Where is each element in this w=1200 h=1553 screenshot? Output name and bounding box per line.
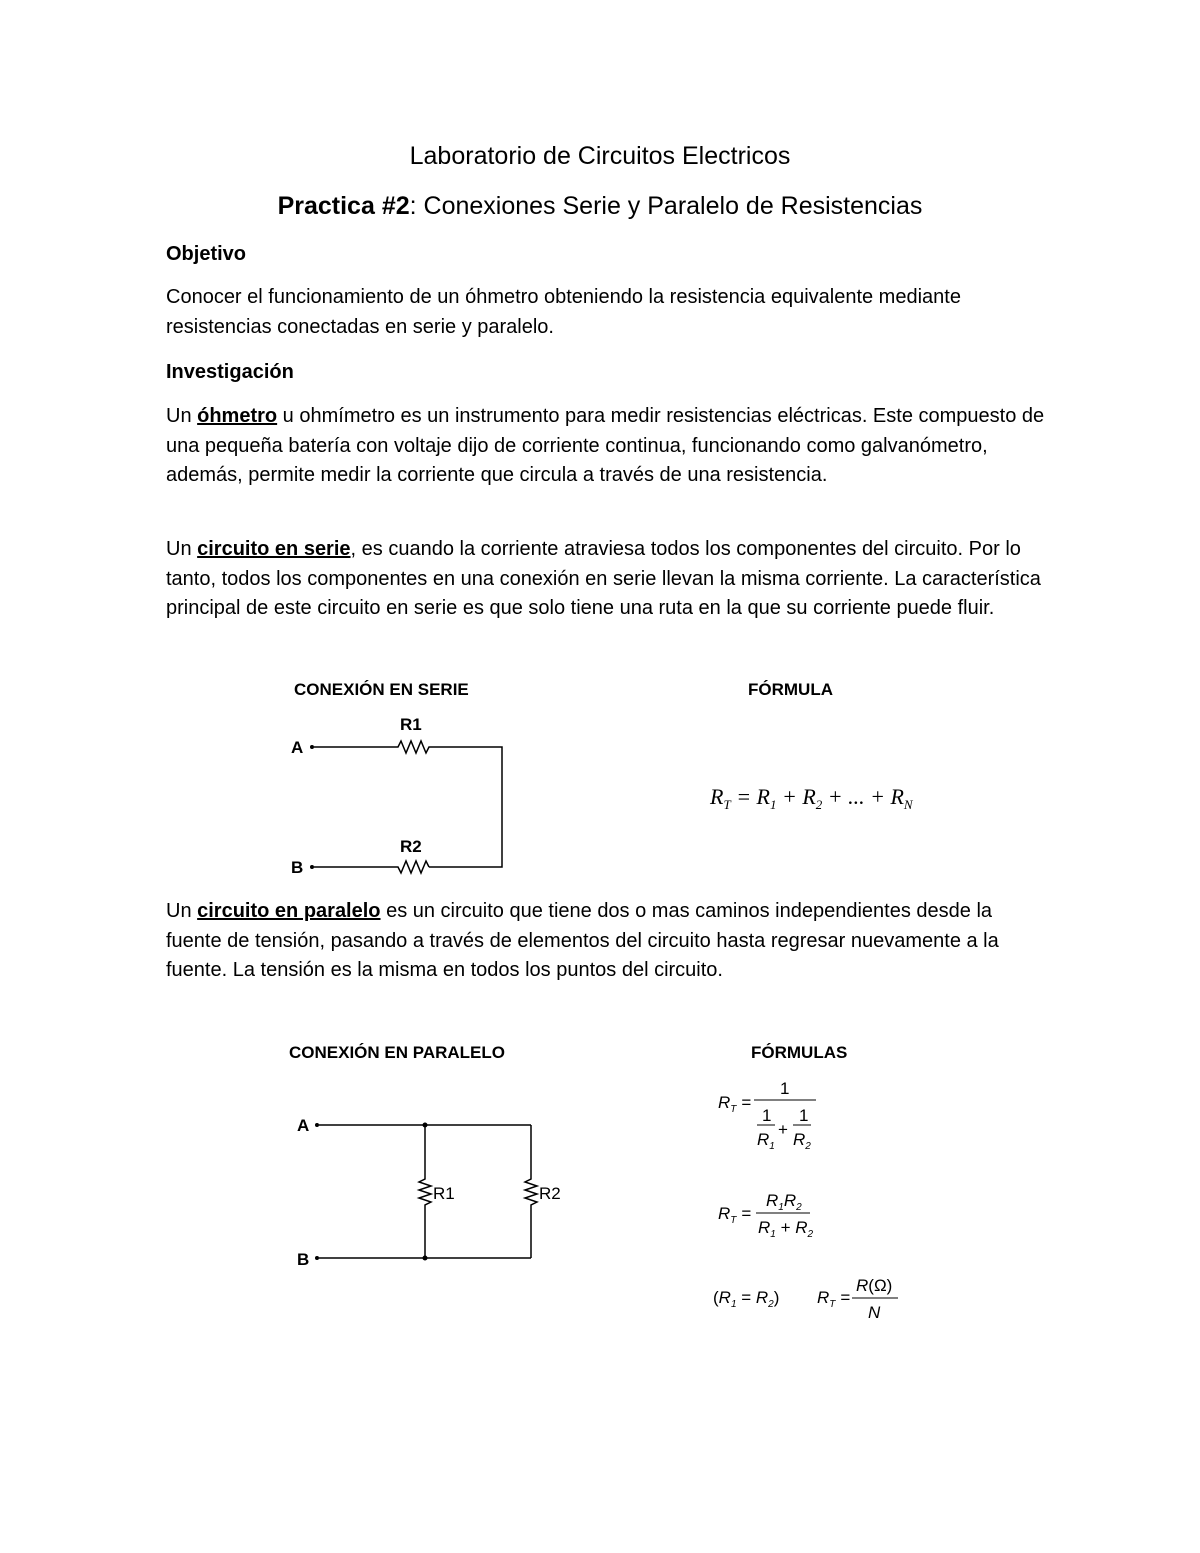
- parallel-r1-branch: [419, 1125, 431, 1258]
- series-diagram-title: CONEXIÓN EN SERIE: [294, 680, 469, 699]
- series-wire-bottom: [314, 861, 429, 873]
- series-r1-label: R1: [400, 715, 422, 734]
- ohmetro-definition: u ohmímetro es un instrumento para medir resistencias eléctricas. Este compuesto de una pequeña batería con voltaje dijo de corriente continua, funcionando como galvanómetro, además, permite medir la corriente que circula a través de una resistencia.: [166, 405, 1045, 486]
- parallel-r1-label: R1: [433, 1184, 455, 1203]
- paragraph-prefix: Un: [166, 405, 198, 427]
- practice-topic: : Conexiones Serie y Paralelo de Resistencias: [409, 192, 923, 220]
- parallel-formula-2: [718, 1191, 814, 1240]
- paralelo-definition: es un circuito que tiene dos o mas caminos independientes desde la fuente de tensión, pasando a través de elementos del circuito hasta regresar nuevamente a la fuente. La tensión es la misma en todos los puntos del circuito.: [166, 900, 999, 981]
- parallel-node-b-label: B: [297, 1250, 310, 1269]
- svg-text:R1 + R2: $R_1 + R_2$: [758, 1218, 814, 1240]
- serie-paragraph: [166, 535, 1046, 624]
- ohmetro-paragraph: [166, 402, 1046, 491]
- svg-text:R2: $R_2$: [793, 1130, 811, 1152]
- series-diagram: [280, 672, 920, 882]
- parallel-r2-branch: [525, 1125, 537, 1258]
- parallel-formula-3: [713, 1276, 898, 1322]
- parallel-node-b: [315, 1256, 319, 1260]
- parallel-formula-1: [718, 1079, 816, 1152]
- parallel-r2-label: R2: [539, 1184, 561, 1203]
- investigacion-heading: Investigación: [166, 361, 294, 383]
- series-formula-text: $R_T = R_1 + R_2$ + ... + $R_N$: [710, 784, 913, 812]
- serie-keyword: circuito en serie: [197, 538, 351, 560]
- svg-text:1: 1: [799, 1106, 809, 1125]
- svg-text:RT =: $R_T$ =: [718, 1204, 752, 1226]
- practice-number: Practica #2: [277, 192, 410, 220]
- svg-text:N: N: [868, 1303, 881, 1322]
- parallel-diagram-title: CONEXIÓN EN PARALELO: [289, 1043, 505, 1062]
- document-subtitle: [0, 187, 1200, 225]
- svg-text:+: +: [778, 1120, 788, 1139]
- svg-text:R1R2: $R_1R_2$: [766, 1191, 802, 1213]
- series-formula: [709, 784, 914, 812]
- svg-text:R1: $R_1$: [757, 1130, 775, 1152]
- ohmetro-keyword: óhmetro: [197, 405, 278, 427]
- series-node-b: [310, 865, 314, 869]
- paragraph-prefix: Un: [166, 538, 198, 560]
- objetivo-heading: Objetivo: [166, 243, 247, 265]
- parallel-formula-title: FÓRMULAS: [751, 1043, 848, 1062]
- parallel-node-a: [315, 1123, 319, 1127]
- svg-text:1: 1: [780, 1079, 790, 1098]
- svg-text:R(Ω): R(Ω): [856, 1276, 893, 1295]
- series-formula-title: FÓRMULA: [748, 680, 833, 699]
- paralelo-paragraph: [166, 897, 1046, 986]
- series-node-a: [310, 745, 314, 749]
- parallel-diagram: [280, 1035, 940, 1335]
- paralelo-keyword: circuito en paralelo: [197, 900, 381, 922]
- serie-definition: , es cuando la corriente atraviesa todos los componentes del circuito. Por lo tanto, todos los componentes en una conexión en serie llevan la misma corriente. La característica principal de este circuito en serie es que solo tiene una ruta en la que su corriente puede fluir.: [166, 538, 1041, 619]
- svg-text:(R1 = R2): $(R_1 = R_2)$: [713, 1288, 780, 1310]
- paragraph-prefix: Un: [166, 900, 198, 922]
- series-node-a-label: A: [291, 738, 304, 757]
- svg-text:1: 1: [762, 1106, 772, 1125]
- parallel-node-a-label: A: [297, 1116, 310, 1135]
- series-r2-label: R2: [400, 837, 422, 856]
- objetivo-text: Conocer el funcionamiento de un óhmetro obteniendo la resistencia equivalente mediante resistencias conectadas en serie y paralelo.: [166, 286, 961, 338]
- series-node-b-label: B: [291, 858, 304, 877]
- svg-text:RT =: $R_T$ =: [817, 1288, 851, 1310]
- svg-text:RT =: $R_T$ =: [718, 1093, 752, 1115]
- document-title: Laboratorio de Circuitos Electricos: [409, 142, 791, 170]
